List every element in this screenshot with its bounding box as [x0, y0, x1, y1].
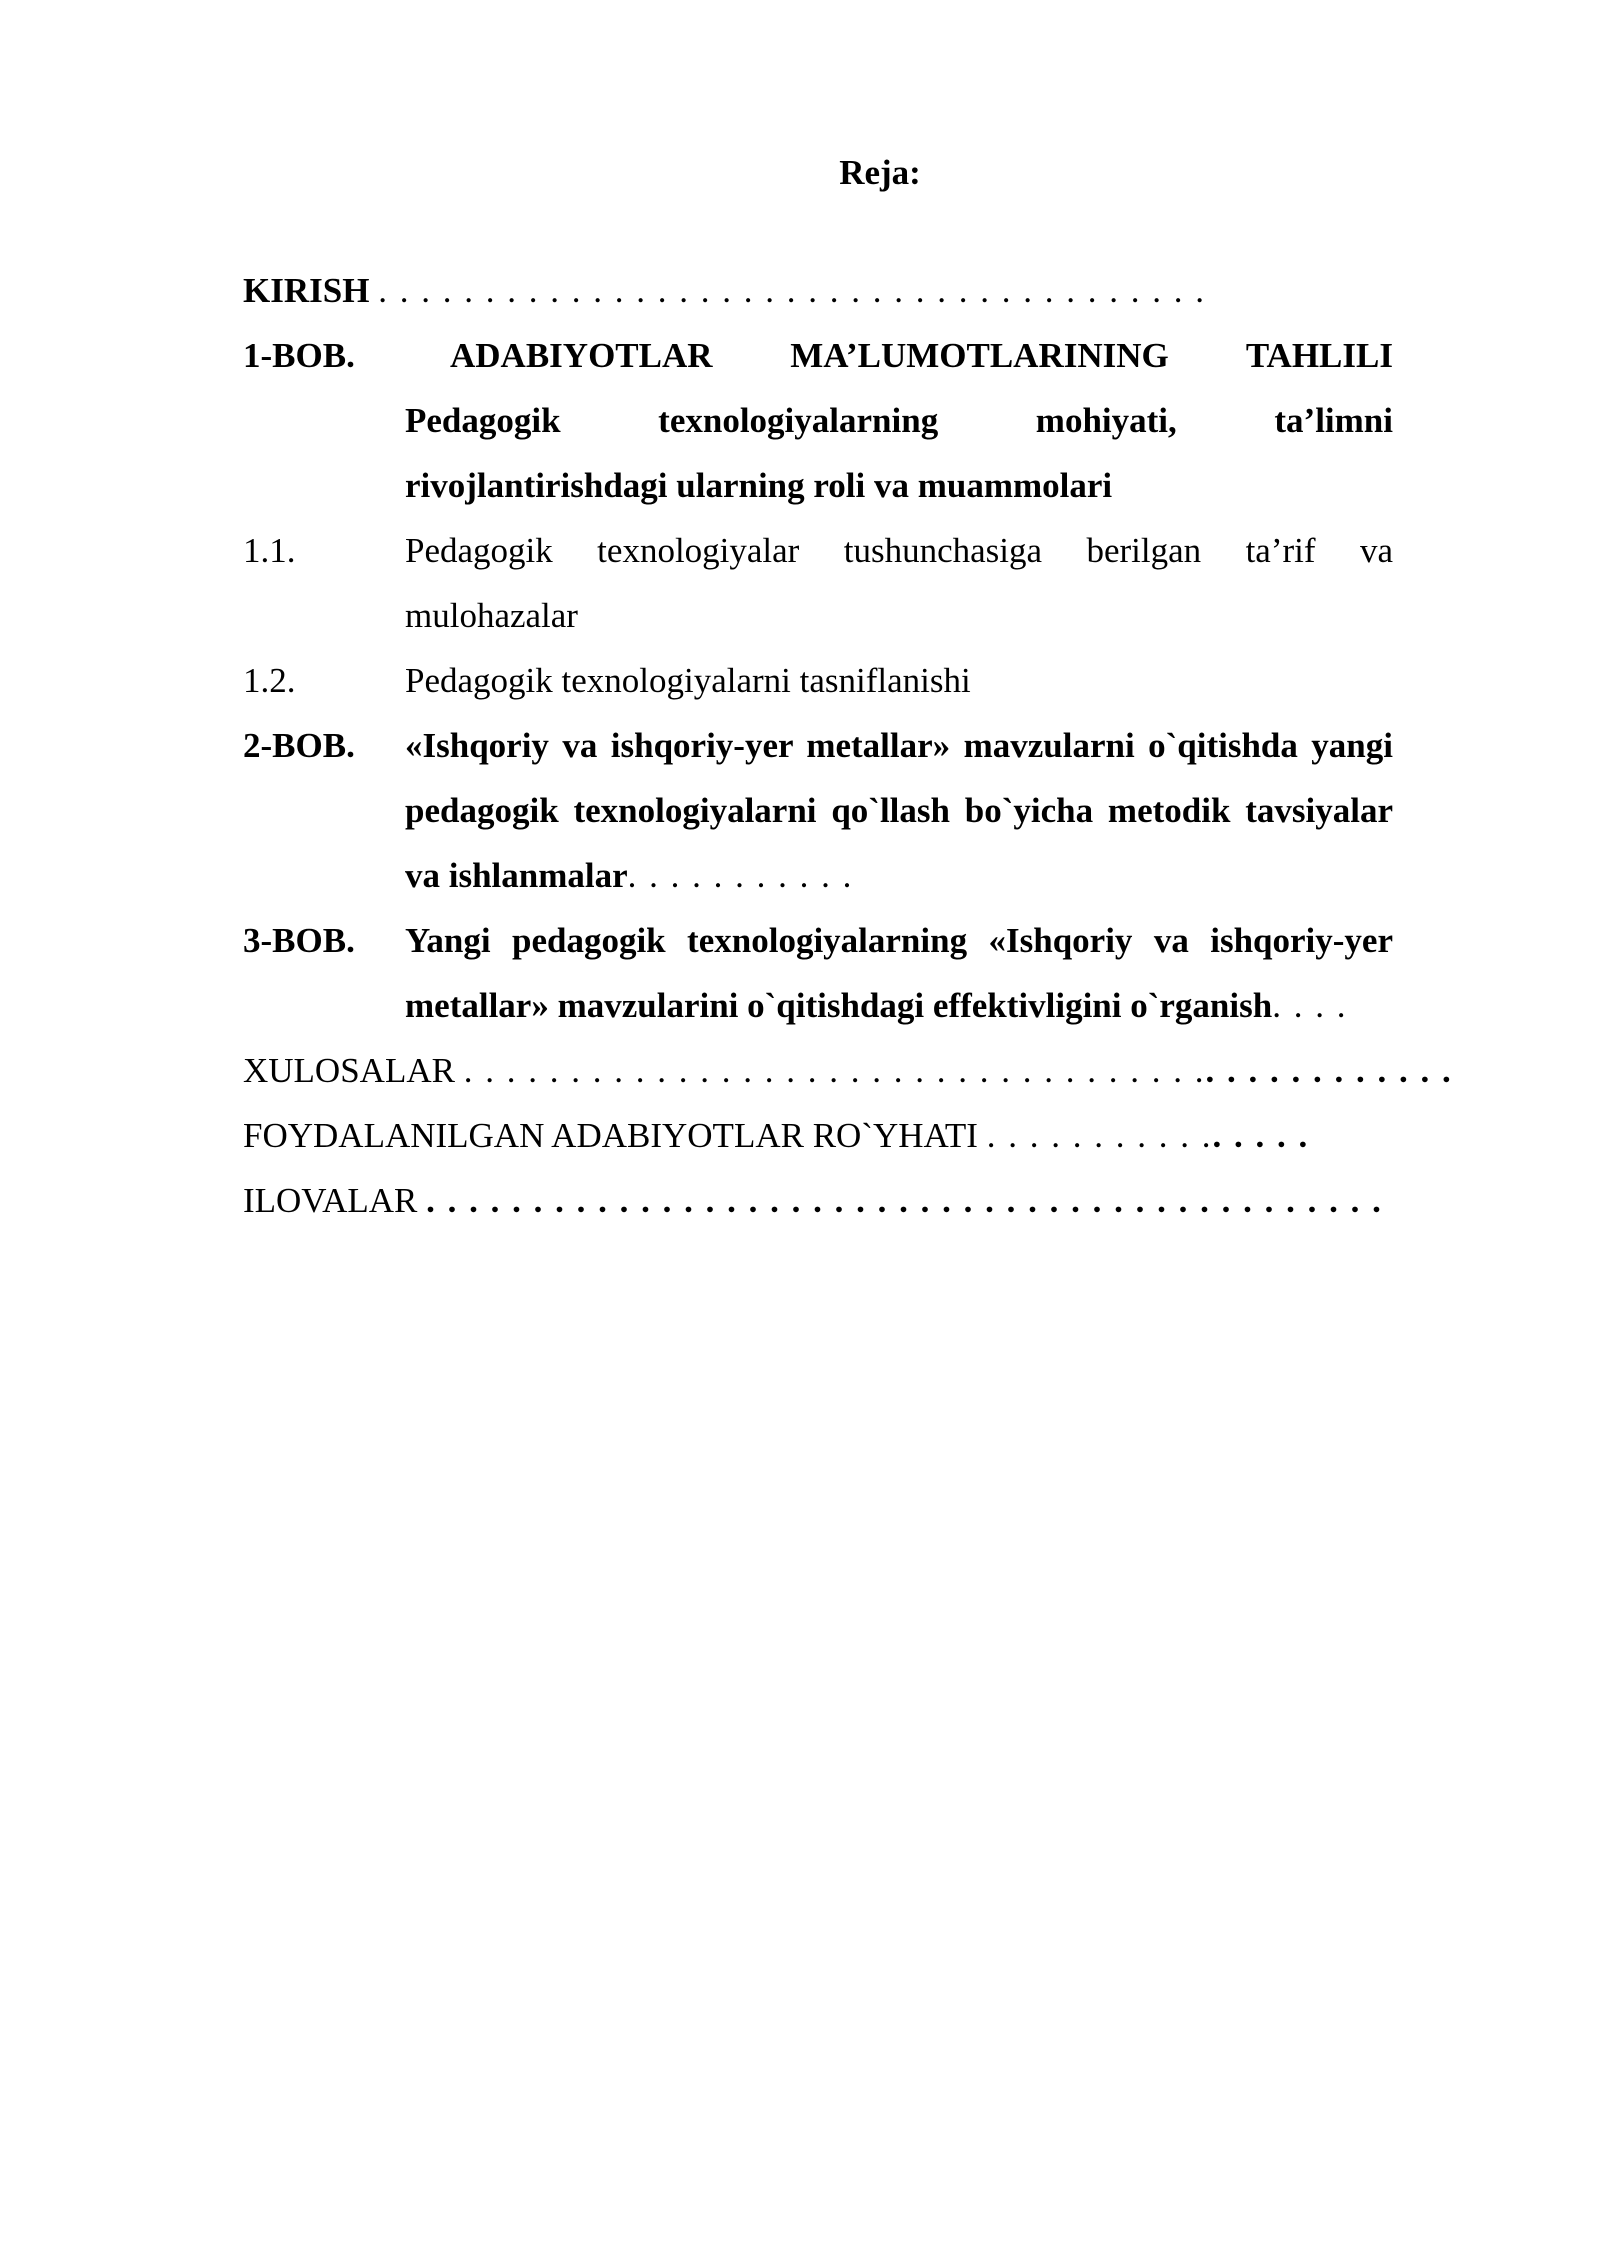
toc-chapter-1-line-3: rivojlantirishdagi ularning roli va muammolari	[405, 466, 1113, 505]
toc-entry-chapter-3[interactable]	[243, 908, 1393, 1038]
toc-entry-appendices[interactable]	[243, 1168, 1393, 1233]
toc-chapter-2-title-wrap	[405, 713, 1393, 908]
toc-conclusions-dots: . . . . . . . . . . . . . . . . . . . . . . . . . . . . . . . . . . .	[463, 1051, 1206, 1090]
toc-chapter-2-number: 2-BOB.	[243, 726, 355, 765]
toc-intro-label: KIRISH	[243, 271, 370, 310]
toc-chapter-3-number: 3-BOB.	[243, 921, 355, 960]
toc-entry-conclusions[interactable]	[243, 1038, 1453, 1103]
toc-chapter-3-title-wrap	[405, 908, 1393, 1038]
toc-references-dots: . . . . . . . . . . .	[986, 1116, 1213, 1155]
toc-section-1-1-title: Pedagogik texnologiyalar tushunchasiga berilgan ta’rif va mulohazalar	[405, 531, 1393, 635]
page-title: Reja:	[839, 153, 921, 192]
toc-chapter-3-dots: . . . .	[1272, 986, 1348, 1025]
toc-conclusions-label: XULOSALAR	[243, 1051, 455, 1090]
toc-chapter-2-title: «Ishqoriy va ishqoriy-yer metallar» mavzularni o`qitishda yangi pedagogik texnologiyalarni qo`llash bo`yicha metodik tavsiyalar va ishlanmalar	[405, 726, 1393, 895]
toc-entry-chapter-2[interactable]	[243, 713, 1393, 908]
toc-appendices-dots-bold: . . . . . . . . . . . . . . . . . . . . . . . . . . . . . . . . . . . . . . . . . . . . .	[426, 1181, 1383, 1220]
toc-references-dots-bold: . . . . .	[1212, 1116, 1310, 1155]
toc-entry-section-1-1[interactable]	[243, 518, 1393, 648]
toc-chapter-1-line-2: Pedagogik texnologiyalarning mohiyati, ta’limni	[405, 401, 1393, 440]
toc-conclusions-dots-bold: . . . . . . . . . . . .	[1205, 1051, 1453, 1090]
toc-entry-references[interactable]	[243, 1103, 1393, 1168]
toc-chapter-1-number: 1-BOB.	[243, 336, 355, 375]
toc-chapter-1-line-1: ADABIYOTLAR MA’LUMOTLARINING TAHLILI	[450, 336, 1393, 375]
toc-section-1-2-number: 1.2.	[243, 661, 296, 700]
toc-intro-dots: . . . . . . . . . . . . . . . . . . . . . . . . . . . . . . . . . . . . . . .	[378, 271, 1206, 310]
table-of-contents	[243, 258, 1453, 1233]
toc-entry-intro[interactable]	[243, 258, 1393, 323]
toc-section-1-2-title: Pedagogik texnologiyalarni tasniflanishi	[405, 661, 971, 700]
toc-appendices-label: ILOVALAR	[243, 1181, 418, 1220]
toc-references-label: FOYDALANILGAN ADABIYOTLAR RO`YHATI	[243, 1116, 978, 1155]
toc-chapter-2-dots: . . . . . . . . . . .	[627, 856, 854, 895]
toc-chapter-3-title: Yangi pedagogik texnologiyalarning «Ishqoriy va ishqoriy-yer metallar» mavzularini o`qitishdagi effektivligini o`rganish	[405, 921, 1393, 1025]
toc-entry-section-1-2[interactable]	[243, 648, 1393, 713]
toc-entry-chapter-1[interactable]	[243, 323, 1393, 518]
toc-section-1-1-number: 1.1.	[243, 531, 296, 570]
toc-chapter-1-title	[405, 323, 1393, 518]
